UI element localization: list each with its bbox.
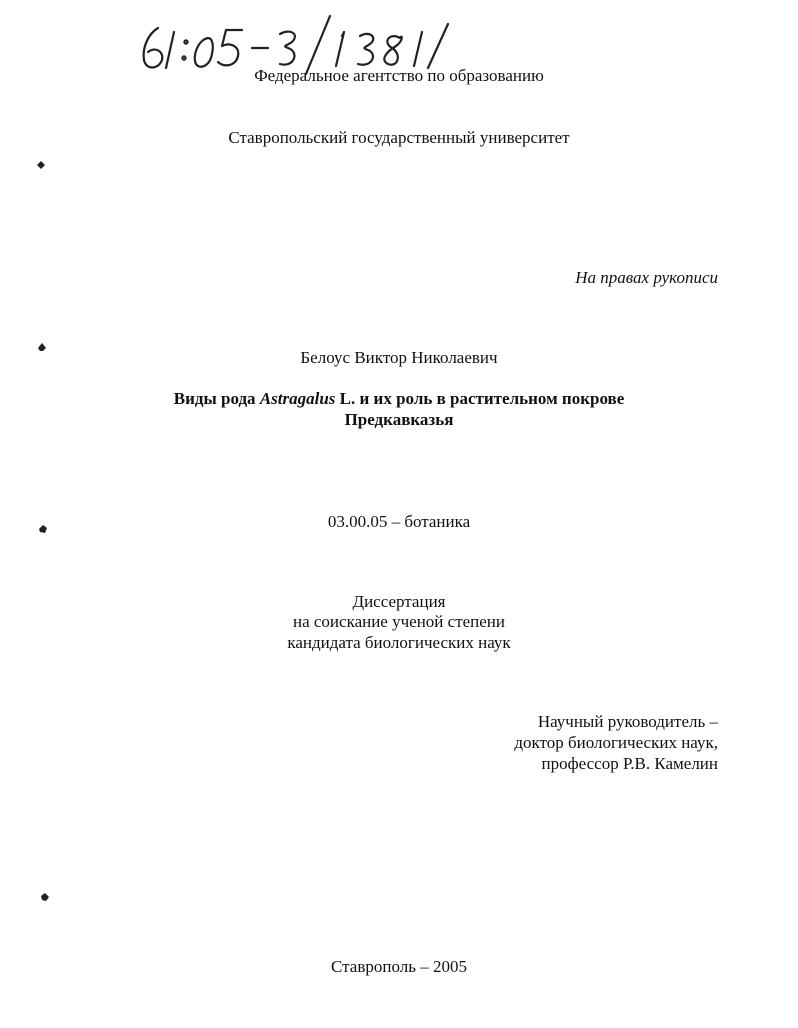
manuscript-rights: На правах рукописи [575, 268, 718, 287]
dissertation-label: Диссертация [352, 592, 446, 611]
author-name: Белоус Виктор Николаевич [300, 348, 498, 367]
dissertation-title-line1 [0, 389, 798, 409]
degree-line: на соискание ученой степени [292, 612, 506, 631]
place-year: Ставрополь – 2005 [331, 957, 467, 976]
binding-mark [36, 160, 46, 170]
university-name: Ставропольский государственный университет [228, 128, 570, 147]
supervisor-title: Научный руководитель – [537, 712, 718, 731]
agency-name: Федеральное агентство по образованию [254, 66, 544, 85]
binding-mark [40, 892, 50, 902]
title-part1: Виды рода [173, 389, 260, 408]
supervisor-degree: доктор биологических наук, [514, 733, 718, 752]
degree-field-line: кандидата биологических наук [287, 633, 511, 652]
title-genus: Astragalus [259, 389, 336, 408]
supervisor-name: профессор Р.В. Камелин [541, 754, 718, 773]
title-part2: L. и их роль в растительном покрове [335, 389, 625, 408]
specialty-code: 03.00.05 – ботаника [327, 512, 471, 531]
dissertation-title-line2: Предкавказья [344, 410, 454, 429]
